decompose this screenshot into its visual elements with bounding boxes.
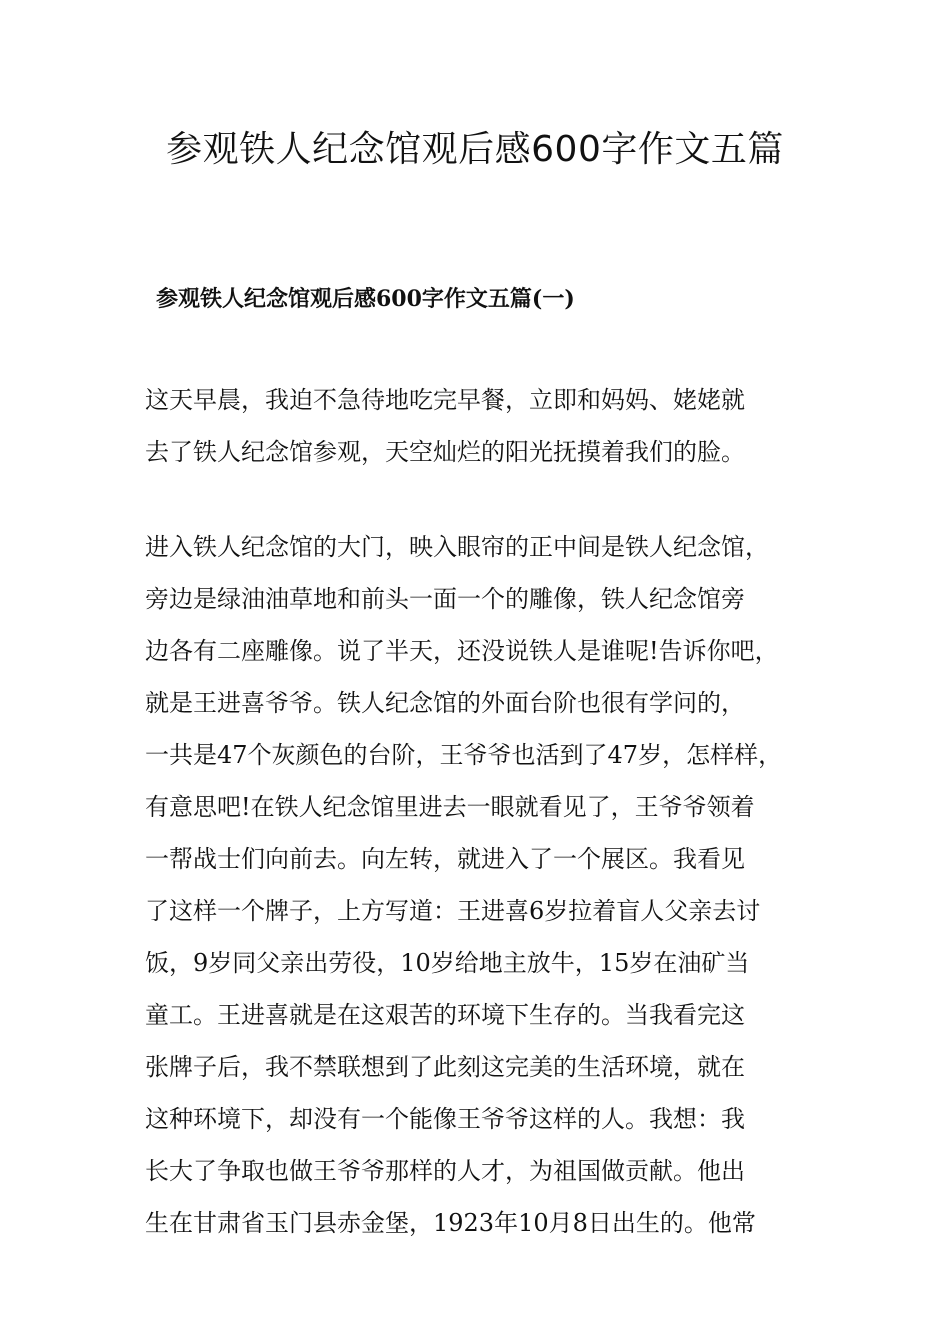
paragraph-line: 进入铁人纪念馆的大门，映入眼帘的正中间是铁人纪念馆，	[145, 533, 769, 561]
paragraph-2	[145, 521, 835, 1249]
paragraph-line: 去了铁人纪念馆参观，天空灿烂的阳光抚摸着我们的脸。	[145, 438, 745, 466]
paragraph-line: 边各有二座雕像。说了半天，还没说铁人是谁呢!告诉你吧，	[145, 637, 779, 665]
paragraph-line: 饭，9岁同父亲出劳役，10岁给地主放牛，15岁在油矿当	[145, 949, 750, 977]
paragraph-line: 有意思吧!在铁人纪念馆里进去一眼就看见了，王爷爷领着	[145, 793, 755, 821]
paragraph-line: 这天早晨，我迫不急待地吃完早餐，立即和妈妈、姥姥就	[145, 386, 745, 414]
paragraph-line: 长大了争取也做王爷爷那样的人才，为祖国做贡献。他出	[145, 1157, 745, 1185]
paragraph-line: 一共是47个灰颜色的台阶，王爷爷也活到了47岁，怎样样，	[145, 741, 783, 769]
paragraph-line: 生在甘肃省玉门县赤金堡，1923年10月8日出生的。他常	[145, 1209, 756, 1237]
paragraph-1	[145, 374, 835, 478]
paragraph-line: 旁边是绿油油草地和前头一面一个的雕像，铁人纪念馆旁	[145, 585, 745, 613]
section-heading: 参观铁人纪念馆观后感600字作文五篇(一)	[156, 286, 575, 312]
paragraph-line: 这种环境下，却没有一个能像王爷爷这样的人。我想：我	[145, 1105, 745, 1133]
paragraph-line: 张牌子后，我不禁联想到了此刻这完美的生活环境，就在	[145, 1053, 745, 1081]
paragraph-line: 一帮战士们向前去。向左转，就进入了一个展区。我看见	[145, 845, 745, 873]
paragraph-line: 了这样一个牌子，上方写道：王进喜6岁拉着盲人父亲去讨	[145, 897, 761, 925]
paragraph-line: 童工。王进喜就是在这艰苦的环境下生存的。当我看完这	[145, 1001, 745, 1029]
document-title: 参观铁人纪念馆观后感600字作文五篇	[166, 129, 784, 170]
paragraph-line: 就是王进喜爷爷。铁人纪念馆的外面台阶也很有学问的，	[145, 689, 745, 717]
